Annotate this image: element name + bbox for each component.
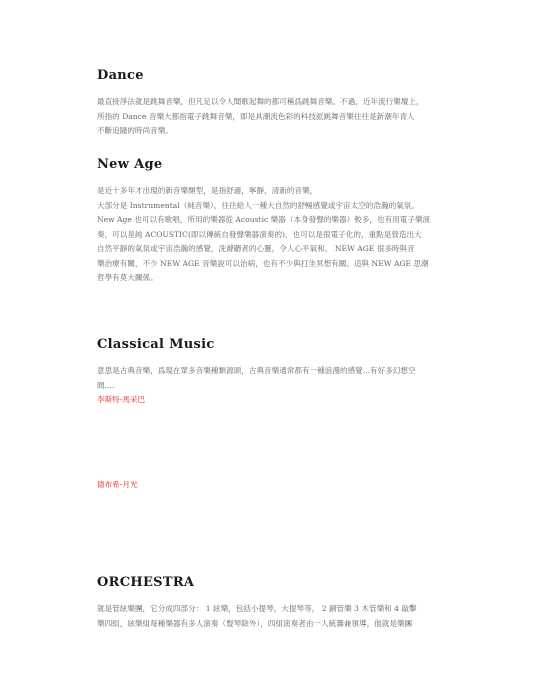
section-body-orchestra: 就是管絃樂團，它分成四部分： 1 絃樂，包括小提琴，大提琴等， 2 銅管樂 3 木管樂和 4 敲擊 樂四組，絃樂組每種樂器有多人演奏（豎琴除外），四組演奏者由一人統籌兼領導，他就是樂團 [97, 604, 417, 628]
section-title-new-age: New Age [97, 157, 163, 172]
section-body-classical-music: 意思是古典音樂，爲現在眾多音樂種類源頭，古典音樂通常都有一種浪漫的感覺...有好多幻想空 間.... [97, 366, 416, 390]
section-classical-music [97, 337, 447, 407]
section-dance [97, 68, 447, 139]
link-debussy-clair-de-lune[interactable]: 德布希-月光 [97, 480, 138, 489]
section-orchestra [97, 575, 447, 631]
section-title-dance: Dance [97, 68, 144, 83]
section-title-orchestra: ORCHESTRA [97, 575, 195, 590]
section-body-dance: 最直接淨法就是跳舞音樂，但凡足以令人聞歌起舞的都可稱爲跳舞音樂。不過，近年流行樂壇上， 所指的 Dance 音樂大都指電子跳舞音樂，即是具潮流色彩的科技派跳舞音樂往往是新潮年青人 不斷追隨的時尚音樂。 [97, 97, 424, 135]
section-title-classical-music: Classical Music [97, 337, 215, 352]
section-body-new-age: 是近十多年才出現的新音樂類型，是指舒適，寧靜，清新的音樂， 大部分是 Instrumental（純音樂），往往給人一種大自然的舒暢感覺或宇宙太空的浩瀚的氣氛。 New Age 也可以有歌唱，所用的樂器從 Acoustic 樂器（本身發聲的樂器）較多，也有用電子樂演 奏，可以是純 ACOUSTIC(即以傳統自發聲樂器演奏的)，也可以是很電子化的，重點是營造出大 自然平靜的氣氛或宇宙浩瀚的感覺，洗滌聽者的心靈，令人心平氣和。 NEW AGE 很多時與音 樂治療有關，不少 NEW AGE 音樂說可以治病，也有不少與打坐冥想有關。這與 NEW AGE 思潮 哲學有莫大關係。 [97, 186, 431, 282]
section-new-age [97, 157, 447, 286]
link-liszt-mazeppa[interactable]: 李斯特-馬采巴 [97, 395, 146, 404]
